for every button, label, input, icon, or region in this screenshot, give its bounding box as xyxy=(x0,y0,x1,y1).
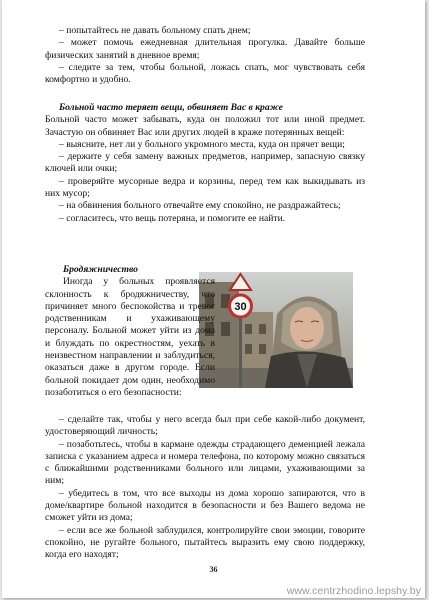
section-heading: Больной часто теряет вещи, обвиняет Вас в краже xyxy=(59,102,283,113)
speed-limit-text: 30 xyxy=(234,301,247,313)
list-item: – проверяйте мусорные ведра и корзины, перед тем как выкидывать из них мусор; xyxy=(45,175,365,200)
list-item: – сделайте так, чтобы у него всегда был при себе какой-либо документ, удостоверяющий личность; xyxy=(45,414,365,438)
watermark-url: www.centrzhodino.lepshy.by xyxy=(286,585,421,597)
section-intro: Больной часто может забывать, куда он положил тот или иной предмет. Зачастую он обвиняет Вас или других людей в краже потерянных вещей: xyxy=(45,114,365,138)
list-item: – может помочь ежедневная длительная прогулка. Давайте больше физических занятий в дневное время; xyxy=(45,37,365,61)
section-intro: Иногда у больных проявляется склонность к бродяжничеству, что причиняет много беспокойства и тревог родственникам и ухаживающему персоналу. Больной может уйти из дома и блуждать по окрестностям, уехать в неизвестном направлении и заблудиться, оказаться даже в другом городе. Если больной покидает дом один, необходимо позаботиться о его безопасности: xyxy=(45,276,215,398)
list-item: – убедитесь в том, что все выходы из дома хорошо запираются, что в доме/квартире больной находится в безопасности и без Вашего ведома не сможет уйти из дома; xyxy=(45,487,365,524)
list-item: – позаботьтесь, чтобы в кармане одежды страдающего деменцией лежала записка с указанием адреса и номера телефона, по которому можно связаться с ближайшими родственниками больного или лицами, ухаживающими за ним; xyxy=(45,438,365,487)
page-number: 36 xyxy=(209,565,218,574)
section-heading: Бродяжничество xyxy=(63,264,138,275)
section-losing-things xyxy=(45,102,365,225)
section-wandering xyxy=(45,264,365,399)
list-item: – на обвинения больного отвечайте ему спокойно, не раздражайтесь; xyxy=(59,200,341,212)
advice-list-wandering xyxy=(45,414,365,562)
list-item: – согласитесь, что вещь потеряна, и помогите ее найти. xyxy=(59,212,286,224)
page xyxy=(2,0,425,598)
list-item: – выясните, нет ли у больного укромного места, куда он прячет вещи; xyxy=(59,138,345,150)
section-intro-wrapped xyxy=(45,276,365,399)
list-item: – если все же больной заблудился, контролируйте свои эмоции, говорите спокойно, не ругайте больного, пытайтесь выразить ему свою поддержку, когда его находят; xyxy=(45,524,365,561)
advice-list-sleep xyxy=(45,25,365,86)
list-item: – следите за тем, чтобы больной, ложась спать, мог чувствовать себя комфортно и удобно. xyxy=(45,61,365,86)
list-item: – попытайтесь не давать больному спать днем; xyxy=(59,25,251,36)
list-item: – держите у себя замену важных предметов, например, запасную связку ключей или очки; xyxy=(45,151,365,175)
